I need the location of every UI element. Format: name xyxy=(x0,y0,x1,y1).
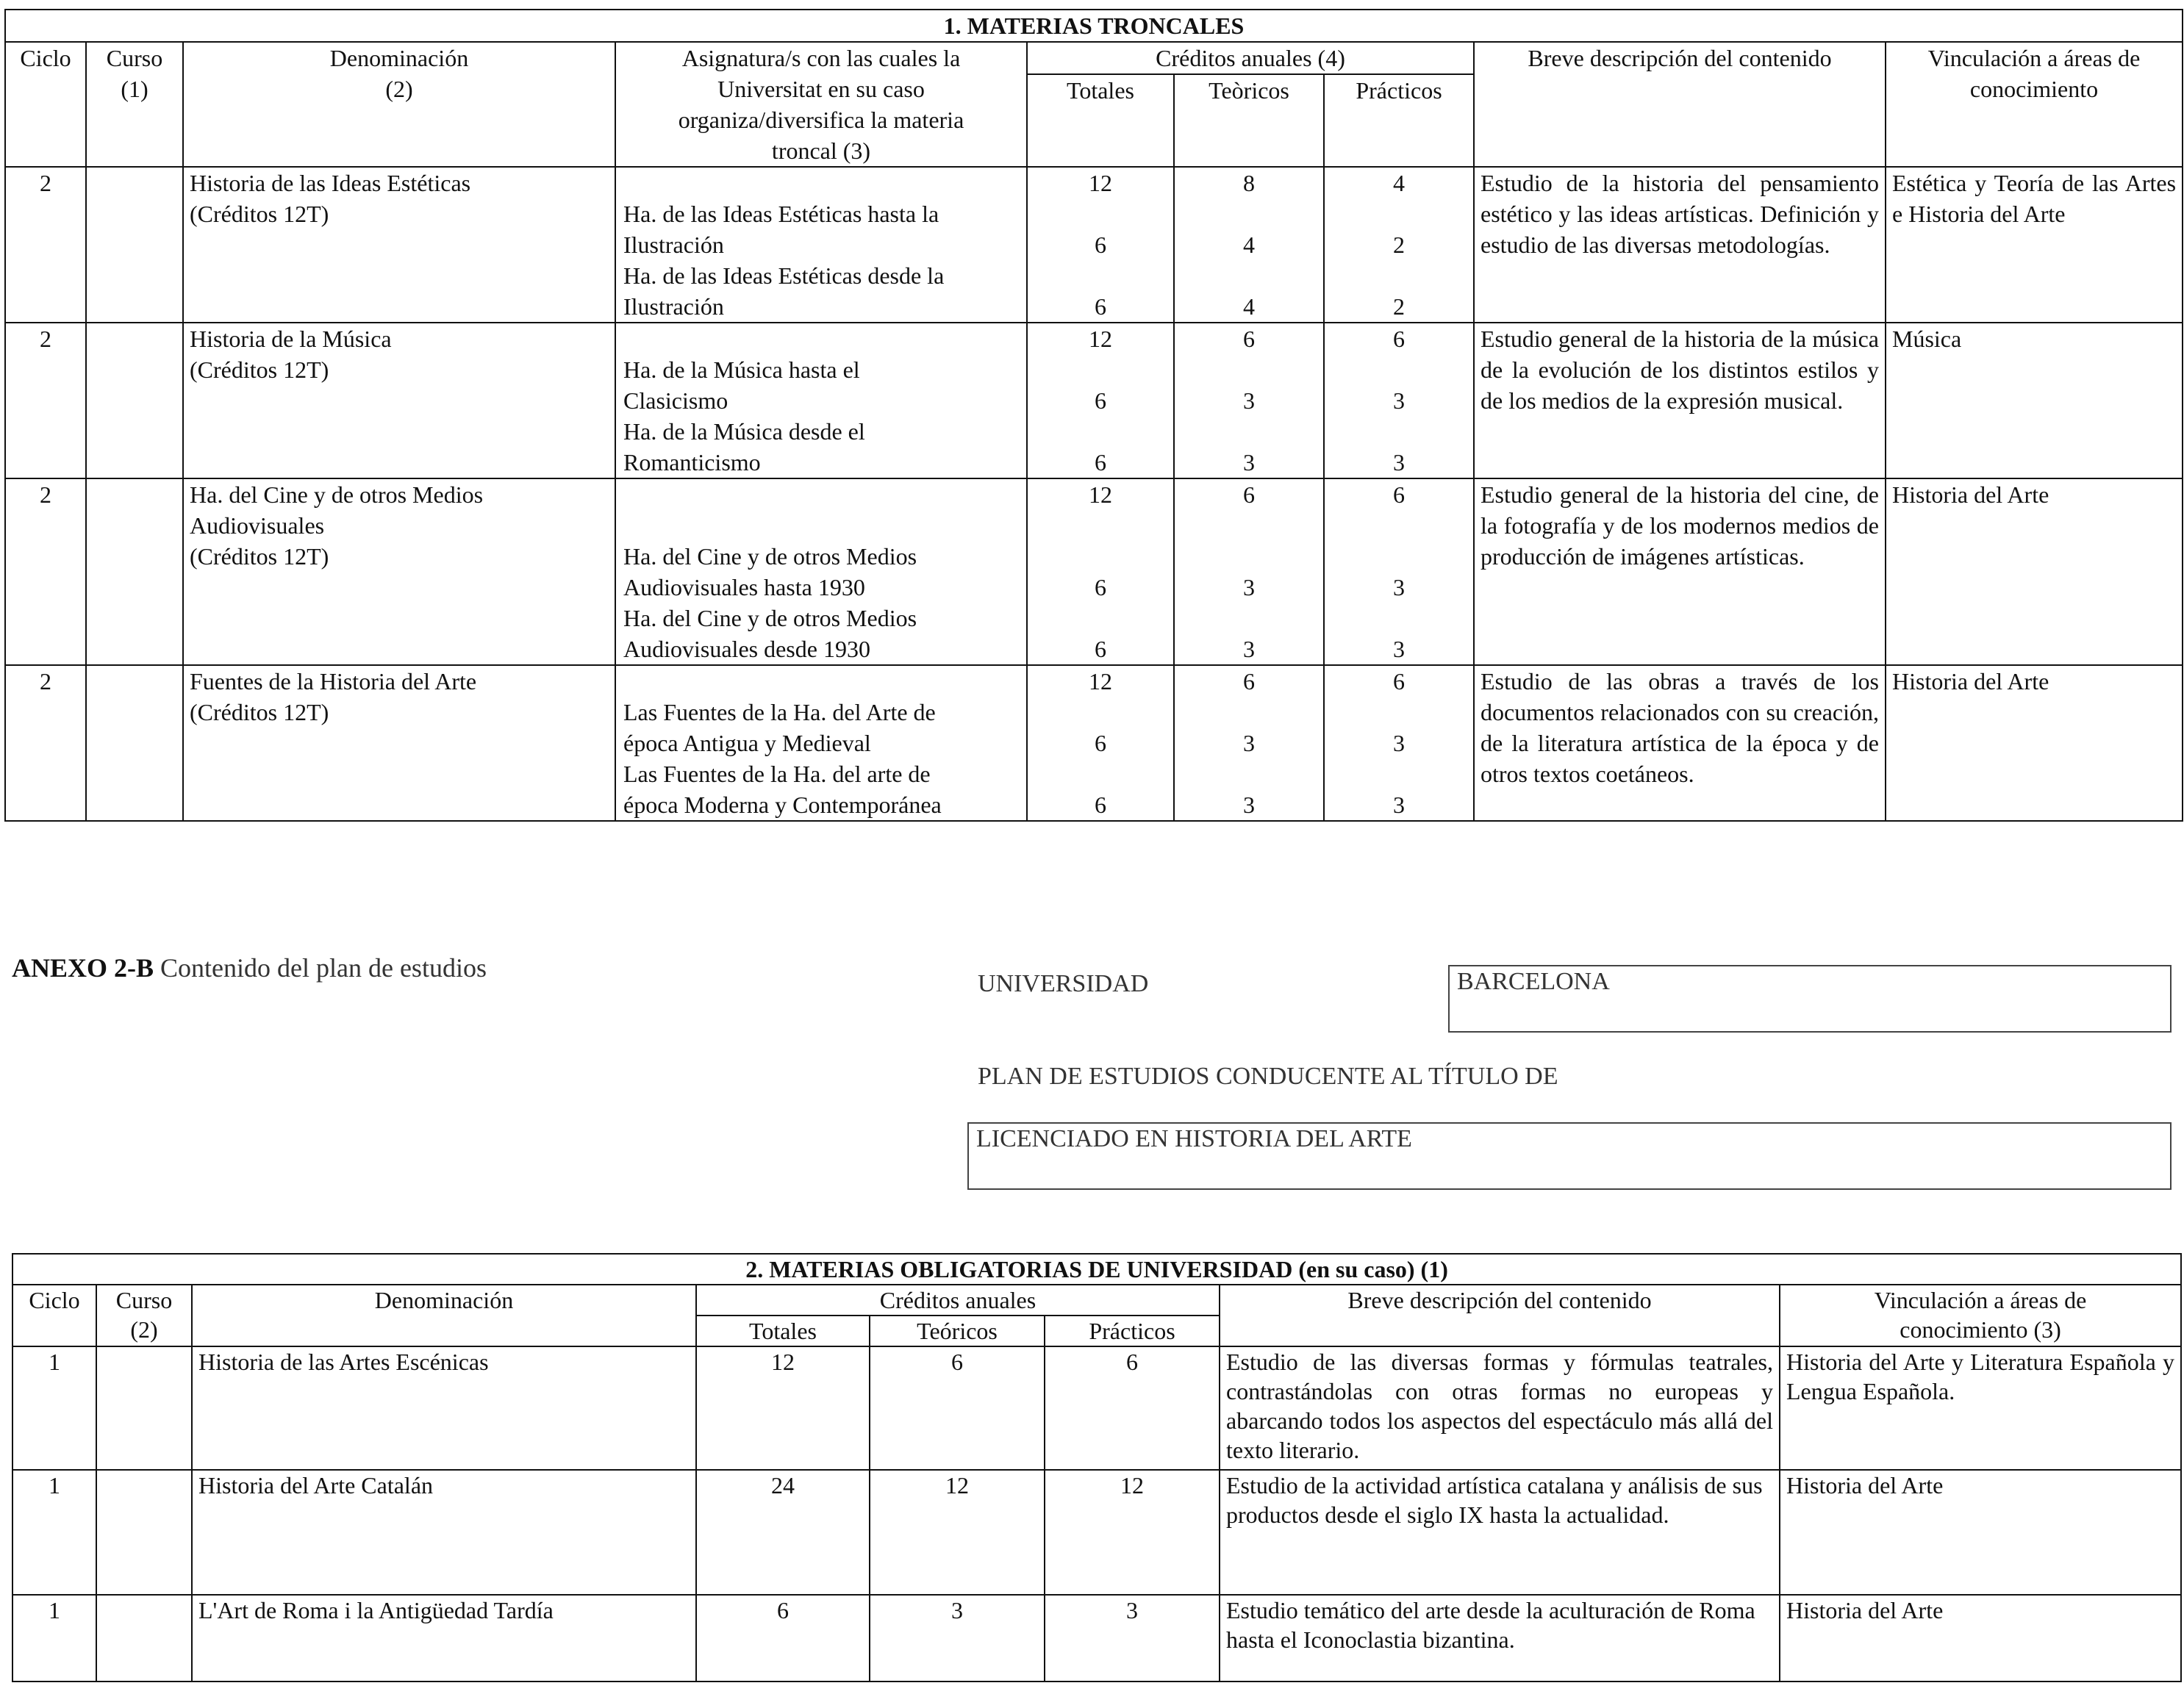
descripcion-cell: Estudio de la historia del pensamiento estético y las ideas artísticas. Definición y estudio de las diversas metodologías. xyxy=(1474,167,1886,323)
header-curso: Curso (2) xyxy=(96,1285,192,1346)
header-descripcion: Breve descripción del contenido xyxy=(1474,42,1886,167)
totales-cell: 24 xyxy=(696,1470,870,1595)
header-creditos: Créditos anuales xyxy=(696,1285,1220,1316)
table-row xyxy=(5,665,2183,821)
asignaturas-cell: Ha. de la Música hasta el Clasicismo Ha. de la Música desde el Romanticismo xyxy=(615,323,1027,478)
header-vinculacion: Vinculación a áreas de conocimiento (3) xyxy=(1780,1285,2181,1346)
teoricos-cell: 6 3 3 xyxy=(1174,665,1324,821)
header-denominacion: Denominación (2) xyxy=(183,42,615,167)
header-descripcion: Breve descripción del contenido xyxy=(1220,1285,1780,1346)
denominacion-cell: Historia de las Artes Escénicas xyxy=(192,1346,696,1470)
descripcion-cell: Estudio general de la historia del cine, de la fotografía y de los modernos medios de producción de imágenes artísticas. xyxy=(1474,478,1886,665)
curso-cell xyxy=(86,167,183,323)
ciclo-cell: 2 xyxy=(5,167,86,323)
table-title: 2. MATERIAS OBLIGATORIAS DE UNIVERSIDAD (en su caso) (1) xyxy=(12,1254,2181,1285)
vinculacion-cell: Historia del Arte y Literatura Española y Lengua Española. xyxy=(1780,1346,2181,1470)
teoricos-cell: 3 xyxy=(870,1595,1045,1682)
teoricos-cell: 6 3 3 xyxy=(1174,323,1324,478)
table-row xyxy=(5,323,2183,478)
anexo-heading: ANEXO 2-B Contenido del plan de estudios xyxy=(12,953,487,983)
practicos-cell: 6 xyxy=(1045,1346,1220,1470)
header-ciclo: Ciclo xyxy=(5,42,86,167)
header-vinculacion: Vinculación a áreas de conocimiento xyxy=(1886,42,2183,167)
header-practicos: Prácticos xyxy=(1045,1316,1220,1346)
table-row xyxy=(12,1346,2181,1470)
practicos-cell: 6 3 3 xyxy=(1324,478,1474,665)
vinculacion-cell: Estética y Teoría de las Artes e Historia del Arte xyxy=(1886,167,2183,323)
universidad-field: BARCELONA xyxy=(1448,965,2172,1033)
teoricos-cell: 6 3 3 xyxy=(1174,478,1324,665)
descripcion-cell: Estudio de las obras a través de los documentos relacionados con su creación, de la literatura artística de la época y de otros textos coetáneos. xyxy=(1474,665,1886,821)
denominacion-cell: L'Art de Roma i la Antigüedad Tardía xyxy=(192,1595,696,1682)
ciclo-cell: 1 xyxy=(12,1346,96,1470)
practicos-cell: 6 3 3 xyxy=(1324,665,1474,821)
teoricos-cell: 12 xyxy=(870,1470,1045,1595)
asignaturas-cell: Ha. de las Ideas Estéticas hasta la Ilustración Ha. de las Ideas Estéticas desde la Ilustración xyxy=(615,167,1027,323)
practicos-cell: 3 xyxy=(1045,1595,1220,1682)
header-teoricos: Teóricos xyxy=(870,1316,1045,1346)
header-denominacion: Denominación xyxy=(192,1285,696,1346)
vinculacion-cell: Historia del Arte xyxy=(1886,478,2183,665)
header-totales: Totales xyxy=(1027,74,1174,167)
ciclo-cell: 1 xyxy=(12,1595,96,1682)
curso-cell xyxy=(86,323,183,478)
practicos-cell: 6 3 3 xyxy=(1324,323,1474,478)
vinculacion-cell: Historia del Arte xyxy=(1780,1595,2181,1682)
table-row xyxy=(12,1470,2181,1595)
practicos-cell: 12 xyxy=(1045,1470,1220,1595)
denominacion-cell: Fuentes de la Historia del Arte (Créditos 12T) xyxy=(183,665,615,821)
materias-troncales-table xyxy=(4,9,2183,822)
ciclo-cell: 1 xyxy=(12,1470,96,1595)
titulo-field: LICENCIADO EN HISTORIA DEL ARTE xyxy=(967,1122,2172,1190)
descripcion-cell: Estudio temático del arte desde la aculturación de Roma hasta el Iconoclastia bizantina. xyxy=(1220,1595,1780,1682)
denominacion-cell: Historia del Arte Catalán xyxy=(192,1470,696,1595)
header-curso: Curso (1) xyxy=(86,42,183,167)
curso-cell xyxy=(96,1470,192,1595)
teoricos-cell: 6 xyxy=(870,1346,1045,1470)
totales-cell: 6 xyxy=(696,1595,870,1682)
table-row xyxy=(5,167,2183,323)
totales-cell: 12 6 6 xyxy=(1027,478,1174,665)
teoricos-cell: 8 4 4 xyxy=(1174,167,1324,323)
denominacion-cell: Ha. del Cine y de otros Medios Audiovisuales (Créditos 12T) xyxy=(183,478,615,665)
ciclo-cell: 2 xyxy=(5,323,86,478)
asignaturas-cell: Las Fuentes de la Ha. del Arte de época Antigua y Medieval Las Fuentes de la Ha. del arte de época Moderna y Contemporánea xyxy=(615,665,1027,821)
totales-cell: 12 6 6 xyxy=(1027,323,1174,478)
header-practicos: Prácticos xyxy=(1324,74,1474,167)
totales-cell: 12 6 6 xyxy=(1027,167,1174,323)
header-teoricos: Teòricos xyxy=(1174,74,1324,167)
curso-cell xyxy=(86,665,183,821)
header-creditos: Créditos anuales (4) xyxy=(1027,42,1474,74)
table-row xyxy=(12,1595,2181,1682)
descripcion-cell: Estudio general de la historia de la música de la evolución de los distintos estilos y de los medios de la expresión musical. xyxy=(1474,323,1886,478)
ciclo-cell: 2 xyxy=(5,665,86,821)
totales-cell: 12 xyxy=(696,1346,870,1470)
asignaturas-cell: Ha. del Cine y de otros Medios Audiovisuales hasta 1930 Ha. del Cine y de otros Medios Audiovisuales desde 1930 xyxy=(615,478,1027,665)
table-row xyxy=(5,478,2183,665)
plan-label: PLAN DE ESTUDIOS CONDUCENTE AL TÍTULO DE xyxy=(978,1063,1558,1090)
curso-cell xyxy=(96,1346,192,1470)
curso-cell xyxy=(86,478,183,665)
denominacion-cell: Historia de la Música (Créditos 12T) xyxy=(183,323,615,478)
denominacion-cell: Historia de las Ideas Estéticas (Créditos 12T) xyxy=(183,167,615,323)
materias-obligatorias-table xyxy=(12,1253,2182,1682)
table-title: 1. MATERIAS TRONCALES xyxy=(5,10,2183,42)
header-totales: Totales xyxy=(696,1316,870,1346)
vinculacion-cell: Historia del Arte xyxy=(1780,1470,2181,1595)
vinculacion-cell: Historia del Arte xyxy=(1886,665,2183,821)
header-asignaturas: Asignatura/s con las cuales la Universitat en su caso organiza/diversifica la materia troncal (3) xyxy=(615,42,1027,167)
descripcion-cell: Estudio de las diversas formas y fórmulas teatrales, contrastándolas con otras formas no europeas y abarcando todos los aspectos del espectáculo más allá del texto literario. xyxy=(1220,1346,1780,1470)
universidad-label: UNIVERSIDAD xyxy=(978,970,1149,997)
curso-cell xyxy=(96,1595,192,1682)
totales-cell: 12 6 6 xyxy=(1027,665,1174,821)
vinculacion-cell: Música xyxy=(1886,323,2183,478)
header-ciclo: Ciclo xyxy=(12,1285,96,1346)
practicos-cell: 4 2 2 xyxy=(1324,167,1474,323)
ciclo-cell: 2 xyxy=(5,478,86,665)
descripcion-cell: Estudio de la actividad artística catalana y análisis de sus productos desde el siglo IX hasta la actualidad. xyxy=(1220,1470,1780,1595)
